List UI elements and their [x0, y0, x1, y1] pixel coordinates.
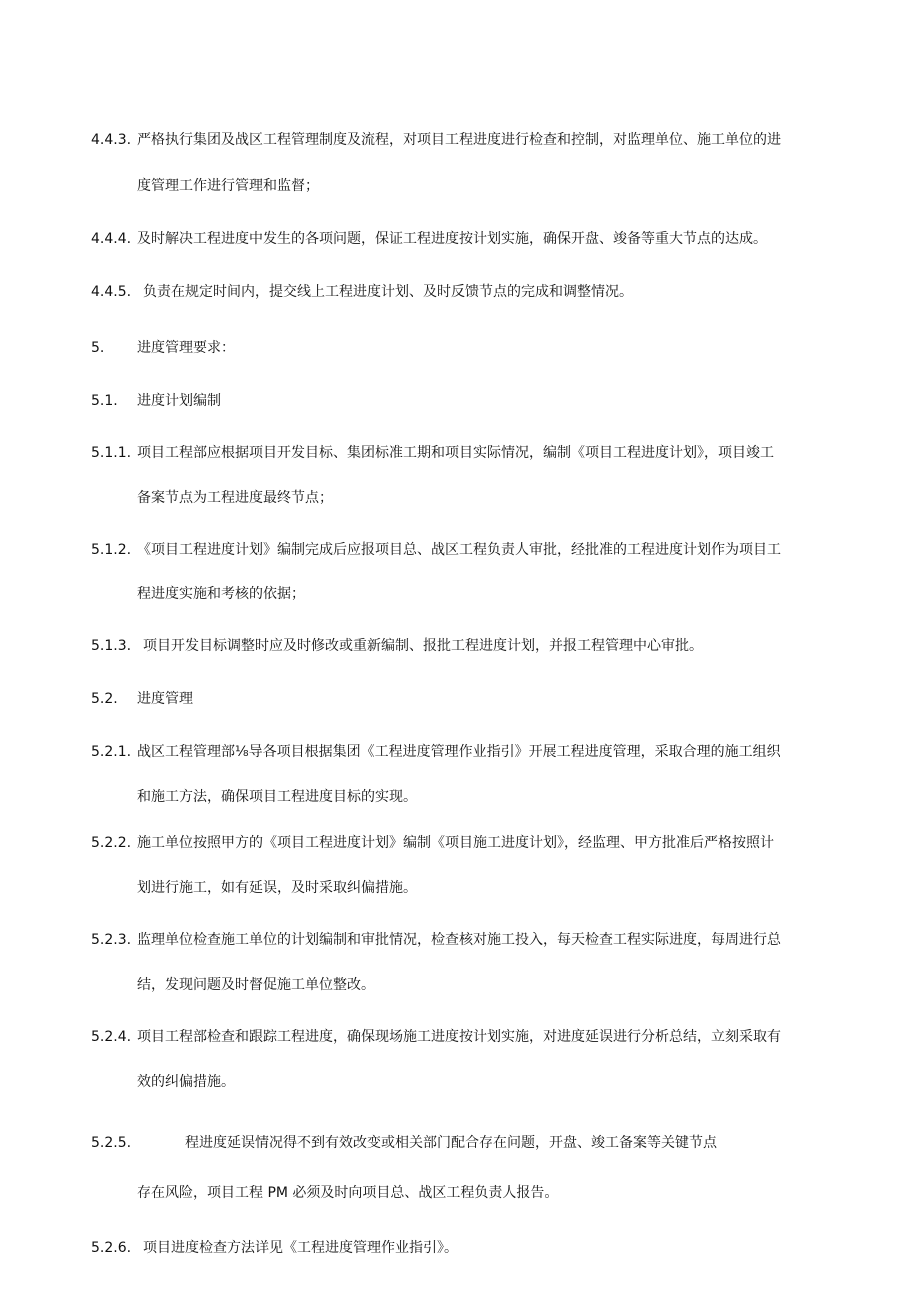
- item-text: 负责在规定时间内，提交线上工程进度计划、及时反馈节点的完成和调整情况。: [143, 284, 633, 300]
- item-number: 5.2.6.: [91, 1240, 132, 1256]
- item-number: 4.4.5.: [91, 284, 132, 300]
- item-text-continuation: 和施工方法，确保项目工程进度目标的实现。: [137, 789, 417, 805]
- item-text: 进度管理: [137, 691, 193, 707]
- item-text: 进度计划编制: [137, 393, 221, 409]
- item-number: 5.2.4.: [91, 1029, 132, 1045]
- item-text-continuation: 结，发现问题及时督促施工单位整改。: [137, 977, 375, 993]
- item-text: 施工单位按照甲方的《项目工程进度计划》编制《项目施工进度计划》，经监理、甲方批准后严格按照计: [137, 835, 774, 851]
- item-text: 战区工程管理部⅛导各项目根据集团《工程进度管理作业指引》开展工程进度管理，采取合理的施工组织: [137, 744, 781, 760]
- item-text-continuation: 效的纠偏措施。: [137, 1074, 235, 1090]
- item-text-continuation: 划进行施工，如有延误，及时采取纠偏措施。: [137, 880, 417, 896]
- item-text: 监理单位检查施工单位的计划编制和审批情况，检查核对施工投入，每天检查工程实际进度，每周进行总: [137, 932, 781, 948]
- item-number: 4.4.4.: [91, 231, 132, 247]
- item-number: 5.1.: [91, 393, 118, 409]
- item-text-continuation: 存在风险，项目工程 PM 必须及时向项目总、战区工程负责人报告。: [137, 1185, 559, 1201]
- item-text: 项目开发目标调整时应及时修改或重新编制、报批工程进度计划，并报工程管理中心审批。: [143, 638, 703, 654]
- item-text: 《项目工程进度计划》编制完成后应报项目总、战区工程负责人审批，经批准的工程进度计划作为项目工: [137, 542, 781, 558]
- item-number: 5.1.1.: [91, 445, 132, 461]
- item-text: 项目工程部应根据项目开发目标、集团标准工期和项目实际情况，编制《项目工程进度计划》，项目竣工: [137, 445, 774, 461]
- item-number: 5.2.3.: [91, 932, 132, 948]
- item-text: 项目进度检查方法详见《工程进度管理作业指引》。: [143, 1240, 458, 1256]
- item-number: 5.: [91, 340, 105, 356]
- item-number: 4.4.3.: [91, 132, 132, 148]
- item-text: 及时解决工程进度中发生的各项问题，保证工程进度按计划实施，确保开盘、竣备等重大节点的达成。: [137, 231, 767, 247]
- item-number: 5.2.2.: [91, 835, 132, 851]
- item-number: 5.2.: [91, 691, 118, 707]
- item-number: 5.2.1.: [91, 744, 132, 760]
- item-text: 项目工程部检查和跟踪工程进度，确保现场施工进度按计划实施，对进度延误进行分析总结，立刻采取有: [137, 1029, 781, 1045]
- item-text: 进度管理要求：: [137, 340, 235, 356]
- item-text-continuation: 备案节点为工程进度最终节点；: [137, 490, 333, 506]
- item-text: 严格执行集团及战区工程管理制度及流程，对项目工程进度进行检查和控制，对监理单位、施工单位的进: [137, 132, 781, 148]
- item-text: 程进度延误情况得不到有效改变或相关部门配合存在问题，开盘、竣工备案等关键节点: [185, 1135, 717, 1151]
- item-number: 5.1.3.: [91, 638, 132, 654]
- item-text-continuation: 度管理工作进行管理和监督；: [137, 178, 319, 194]
- item-number: 5.1.2.: [91, 542, 132, 558]
- item-number: 5.2.5.: [91, 1135, 132, 1151]
- item-text-continuation: 程进度实施和考核的依据；: [137, 586, 305, 602]
